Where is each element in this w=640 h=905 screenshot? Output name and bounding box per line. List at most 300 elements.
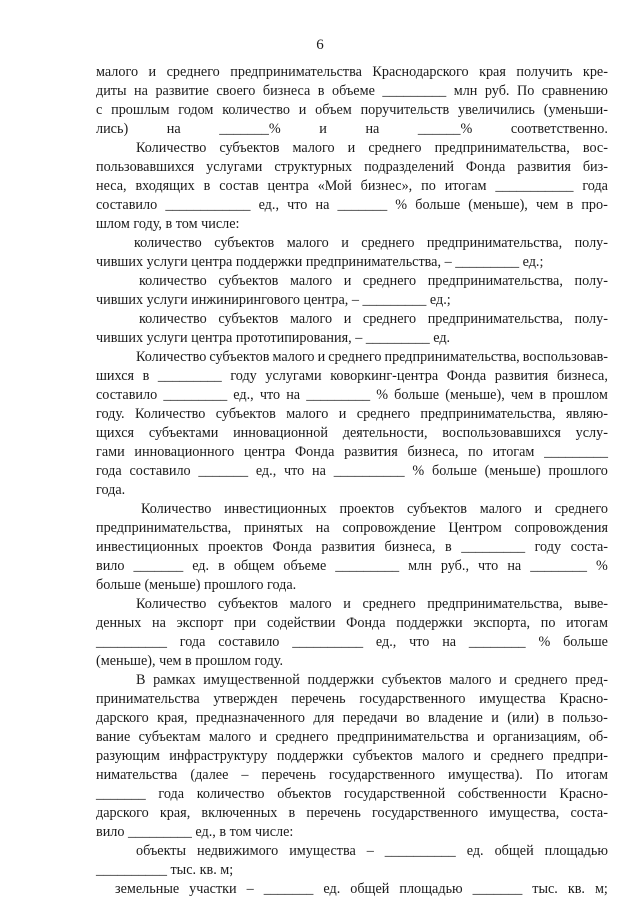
word: %: [376, 387, 389, 403]
word: что: [287, 197, 308, 213]
word: итогам: [566, 615, 608, 631]
word: объеме: [332, 83, 375, 99]
text-line: чивших услуги инжинирингового центра, – _________ ед.;: [96, 292, 451, 308]
text-line: __________ тыс. кв. м;: [96, 862, 234, 878]
word: разующим: [96, 748, 160, 764]
word: Красно-: [559, 691, 608, 707]
word: и: [534, 501, 543, 517]
word: ________: [530, 558, 587, 574]
word: _________: [335, 558, 400, 574]
word: и: [319, 121, 327, 137]
text-line: [96, 747, 608, 766]
word: ___________: [495, 178, 574, 194]
word: собственности: [457, 786, 547, 802]
word: и: [338, 406, 347, 422]
word: в: [547, 710, 555, 726]
word: итогам: [492, 444, 535, 460]
word: предпринимательства,: [427, 596, 563, 612]
word: бизнеса: [262, 83, 311, 99]
word: малого: [292, 140, 335, 156]
word: структурных: [274, 159, 353, 175]
word: услугами: [265, 368, 322, 384]
word: _________: [157, 368, 222, 384]
word: объеме: [283, 558, 327, 574]
word: кв.: [567, 881, 585, 897]
word: в: [445, 539, 452, 555]
word: субъектам: [138, 729, 201, 745]
word: общем: [233, 558, 275, 574]
word: (меньше),: [468, 197, 528, 213]
word: щихся: [96, 425, 135, 441]
word: являю-: [566, 406, 608, 422]
text-line: [96, 614, 608, 633]
word: %: [538, 634, 551, 650]
word: пред-: [575, 672, 608, 688]
word: воспользовавшихся: [442, 425, 561, 441]
word: на: [442, 634, 457, 650]
word: больше: [563, 634, 608, 650]
word: на: [365, 121, 380, 137]
word: развития: [344, 444, 398, 460]
text-line: [96, 709, 608, 728]
word: среднего: [362, 311, 417, 327]
word: что: [478, 558, 499, 574]
word: увеличились: [458, 102, 535, 118]
word: составило: [96, 387, 158, 403]
word: Фонда: [465, 159, 506, 175]
word: ед.: [323, 881, 341, 897]
word: и: [343, 273, 352, 289]
word: _________: [544, 444, 608, 460]
word: пользо-: [562, 710, 608, 726]
word: %: [412, 463, 425, 479]
text-line: [141, 500, 608, 519]
word: и: [148, 64, 157, 80]
word: развития: [494, 368, 549, 384]
word: среднего: [490, 748, 544, 764]
word: и: [259, 729, 267, 745]
word: итогам: [444, 178, 487, 194]
word: что: [284, 463, 305, 479]
text-line: [96, 766, 608, 785]
word: на: [286, 387, 301, 403]
word: предпри-: [552, 748, 608, 764]
word: предпринимательства,: [420, 406, 556, 422]
word: «Мой: [317, 178, 352, 194]
text-line: [96, 367, 608, 386]
text-line: [96, 405, 608, 424]
word: услугами: [206, 159, 263, 175]
text-line: [136, 348, 608, 367]
word: малого: [96, 64, 139, 80]
word: среднего: [166, 64, 220, 80]
word: итогам: [566, 767, 608, 783]
text-line: [96, 158, 608, 177]
word: %: [596, 558, 608, 574]
word: м;: [594, 881, 608, 897]
word: ед.,: [233, 387, 254, 403]
word: среднего: [368, 140, 422, 156]
text-line: [96, 196, 608, 215]
word: государственного: [328, 767, 436, 783]
word: количество: [134, 235, 202, 251]
word: руб.: [484, 83, 510, 99]
word: вос-: [582, 140, 608, 156]
word: _______: [133, 558, 184, 574]
word: недвижимого: [197, 843, 279, 859]
word: году: [230, 368, 257, 384]
word: подразделений: [364, 159, 454, 175]
word: субъектами: [148, 425, 219, 441]
word: бизнеса,: [384, 539, 436, 555]
word: среднего: [356, 406, 410, 422]
word: больше: [431, 463, 477, 479]
word: Центром: [448, 520, 502, 536]
word: малого: [286, 235, 329, 251]
word: малого: [422, 748, 465, 764]
word: Количество: [136, 140, 207, 156]
word: на: [166, 121, 181, 137]
word: биз-: [582, 159, 608, 175]
word: и: [499, 672, 507, 688]
word: больше: [415, 197, 461, 213]
text-line: [96, 633, 608, 652]
word: –: [241, 767, 249, 783]
word: перечень: [306, 805, 361, 821]
word: выве-: [574, 596, 608, 612]
word: развития: [321, 539, 375, 555]
word: на: [507, 558, 522, 574]
word: Фонда: [272, 539, 312, 555]
word: млн: [408, 558, 432, 574]
word: неса,: [96, 178, 127, 194]
word: __________: [384, 843, 456, 859]
word: предпринимательства: [336, 729, 469, 745]
word: –: [366, 843, 374, 859]
word: нимательства: [96, 767, 178, 783]
word: (уменьши-: [543, 102, 608, 118]
word: инвестиционных: [224, 501, 327, 517]
word: организациям,: [492, 729, 581, 745]
word: предназначенного: [195, 710, 306, 726]
word: государственной: [344, 786, 446, 802]
word: поддержки: [307, 672, 374, 688]
word: годом: [178, 102, 214, 118]
word: _________: [163, 387, 228, 403]
word: вило: [96, 558, 125, 574]
text-line: [96, 424, 608, 443]
text-line: [96, 82, 608, 101]
word: среднего: [275, 729, 329, 745]
word: среднего: [361, 235, 415, 251]
word: предпринимательства,: [427, 311, 563, 327]
word: площадью: [399, 881, 463, 897]
word: шихся: [96, 368, 135, 384]
text-line: чивших услуги центра прототипирования, – _________ ед.: [96, 330, 451, 346]
word: на: [312, 463, 326, 479]
word: про-: [581, 197, 608, 213]
word: субъектов: [218, 273, 279, 289]
word: по: [540, 615, 556, 631]
word: на: [315, 197, 330, 213]
word: Количество: [135, 406, 206, 422]
word: (меньше),: [445, 387, 505, 403]
word: предпринимательства,: [427, 273, 563, 289]
word: Фонда: [446, 368, 487, 384]
word: бизнеса,: [407, 444, 459, 460]
text-line: [136, 842, 608, 861]
word: малого: [449, 672, 492, 688]
word: чем: [510, 387, 534, 403]
word: дарского: [96, 805, 149, 821]
text-line: года.: [96, 482, 126, 498]
text-line: [136, 139, 608, 158]
word: центра: [267, 178, 309, 194]
word: %: [395, 197, 408, 213]
word: в: [203, 178, 211, 194]
word: по: [421, 178, 436, 194]
word: руб.,: [440, 558, 469, 574]
text-line: [96, 63, 608, 82]
word: диты: [96, 83, 127, 99]
text-line: [96, 120, 608, 139]
word: субъектов: [406, 501, 467, 517]
word: для: [313, 710, 335, 726]
text-line: [139, 272, 608, 291]
word: ед.,: [255, 463, 277, 479]
text-line: [136, 671, 608, 690]
word: ________: [468, 634, 526, 650]
word: имущества).: [448, 767, 523, 783]
text-line: [96, 804, 608, 823]
word: услу-: [575, 425, 608, 441]
word: года: [96, 463, 122, 479]
word: малого: [290, 273, 333, 289]
word: количество: [196, 786, 265, 802]
word: малого: [289, 596, 332, 612]
word: соста-: [570, 805, 608, 821]
page-number: 6: [316, 37, 324, 53]
word: прошлого: [548, 463, 608, 479]
word: Количество: [141, 501, 212, 517]
word: инновационной: [233, 425, 328, 441]
word: среднего: [328, 349, 382, 365]
word: рамках: [153, 672, 196, 688]
word: малого: [479, 501, 522, 517]
word: предпринимательства,: [96, 520, 232, 536]
word: и: [343, 311, 352, 327]
word: и: [343, 596, 351, 612]
word: количество: [139, 311, 207, 327]
word: среднего: [362, 596, 416, 612]
word: имущества: [479, 691, 546, 707]
word: _________: [382, 83, 447, 99]
word: __________: [333, 463, 405, 479]
word: полу-: [574, 235, 608, 251]
word: состав: [219, 178, 259, 194]
word: вание: [96, 729, 131, 745]
word: сопровождение: [342, 520, 436, 536]
word: объем: [315, 102, 352, 118]
word: _______%: [219, 121, 281, 137]
word: года: [158, 786, 185, 802]
word: Краснодарского: [372, 64, 469, 80]
word: принятых: [243, 520, 304, 536]
word: получить: [516, 64, 573, 80]
word: среднего: [362, 273, 417, 289]
word: субъектов: [209, 349, 270, 365]
word: больше: [394, 387, 440, 403]
word: ед.,: [375, 634, 397, 650]
word: гами: [96, 444, 125, 460]
word: количество: [139, 273, 207, 289]
word: субъектов: [381, 672, 442, 688]
word: млн: [453, 83, 478, 99]
word: инфраструктуру: [169, 748, 268, 764]
word: объектов: [277, 786, 332, 802]
text-line: больше (меньше) прошлого года.: [96, 577, 297, 593]
word: и: [298, 102, 307, 118]
word: Красно-: [559, 786, 608, 802]
text-line: шлом году, в том числе:: [96, 216, 240, 232]
word: среднего: [554, 501, 608, 517]
word: и: [341, 235, 349, 251]
word: поддержки: [276, 748, 344, 764]
word: малого: [208, 729, 251, 745]
word: соста-: [570, 539, 608, 555]
word: и: [491, 710, 499, 726]
word: пользовавшихся: [96, 159, 195, 175]
word: ед.: [192, 558, 210, 574]
word: ______%: [417, 121, 473, 137]
text-line: [96, 557, 608, 576]
word: проектов: [208, 539, 263, 555]
text-line: [134, 234, 608, 253]
word: и: [317, 349, 326, 365]
word: входящих: [135, 178, 195, 194]
word: предпринимательства,: [426, 235, 563, 251]
word: развитие: [155, 83, 209, 99]
word: субъектов: [214, 235, 275, 251]
word: на: [315, 520, 330, 536]
word: (меньше): [484, 463, 541, 479]
text-line: [96, 177, 608, 196]
word: края,: [159, 805, 191, 821]
word: центра: [243, 444, 286, 460]
word: имущества: [289, 843, 356, 859]
word: об-: [588, 729, 608, 745]
word: лись): [96, 121, 129, 137]
word: По: [535, 767, 554, 783]
word: –: [246, 881, 254, 897]
word: субъектов: [215, 406, 276, 422]
word: прошлым: [111, 102, 170, 118]
word: _________: [461, 539, 526, 555]
word: перечень: [261, 767, 316, 783]
word: года: [179, 634, 206, 650]
text-line: [96, 538, 608, 557]
word: с: [96, 102, 103, 118]
word: Количество: [136, 349, 207, 365]
word: денных: [96, 615, 142, 631]
word: В: [136, 672, 146, 688]
word: что: [259, 387, 281, 403]
word: сопровождения: [514, 520, 608, 536]
text-line: [96, 386, 608, 405]
word: своего: [216, 83, 256, 99]
word: развития: [517, 159, 571, 175]
word: субъектов: [219, 140, 280, 156]
text-line: (меньше), чем в прошлом году.: [96, 653, 284, 669]
word: государственного: [372, 805, 479, 821]
word: полу-: [574, 311, 608, 327]
word: в: [317, 83, 325, 99]
word: общей: [350, 881, 390, 897]
word: __________: [96, 634, 167, 650]
word: составило: [129, 463, 191, 479]
word: содействии: [266, 615, 336, 631]
text-line: [96, 101, 608, 120]
word: составило: [218, 634, 280, 650]
word: объекты: [136, 843, 187, 859]
word: чем: [535, 197, 559, 213]
text-line: [139, 310, 608, 329]
word: малого: [286, 406, 329, 422]
word: предпринимательства,: [384, 349, 520, 365]
word: году.: [96, 406, 125, 422]
word: тыс.: [532, 881, 558, 897]
word: имущественной: [203, 672, 300, 688]
word: принимательства: [96, 691, 200, 707]
word: _______: [96, 786, 146, 802]
word: поддержки: [396, 615, 463, 631]
word: имущества,: [489, 805, 560, 821]
word: и: [476, 729, 485, 745]
word: По: [516, 83, 535, 99]
word: субъектов: [218, 311, 279, 327]
word: __________: [292, 634, 364, 650]
word: государственного: [359, 691, 466, 707]
text-line: [96, 690, 608, 709]
word: деятельности,: [342, 425, 428, 441]
word: включенных: [201, 805, 278, 821]
word: Количество: [136, 596, 207, 612]
word: проектов: [339, 501, 395, 517]
word: дарского: [96, 710, 149, 726]
word: утвержден: [213, 691, 278, 707]
word: Фонда: [294, 444, 335, 460]
word: ____________: [165, 197, 251, 213]
word: и: [347, 140, 356, 156]
word: полу-: [574, 273, 608, 289]
word: в: [142, 368, 150, 384]
word: владение: [427, 710, 483, 726]
word: при: [234, 615, 257, 631]
text-line: [96, 519, 608, 538]
word: перечень: [291, 691, 346, 707]
word: _______: [263, 881, 314, 897]
word: бизнес»,: [360, 178, 413, 194]
text-line: [96, 728, 608, 747]
word: края,: [157, 710, 188, 726]
word: соответственно.: [510, 121, 608, 137]
word: году: [534, 539, 562, 555]
word: _______: [337, 197, 388, 213]
text-line: [115, 880, 608, 899]
text-line: [136, 595, 608, 614]
word: поручительств: [360, 102, 450, 118]
word: малого: [272, 349, 315, 365]
